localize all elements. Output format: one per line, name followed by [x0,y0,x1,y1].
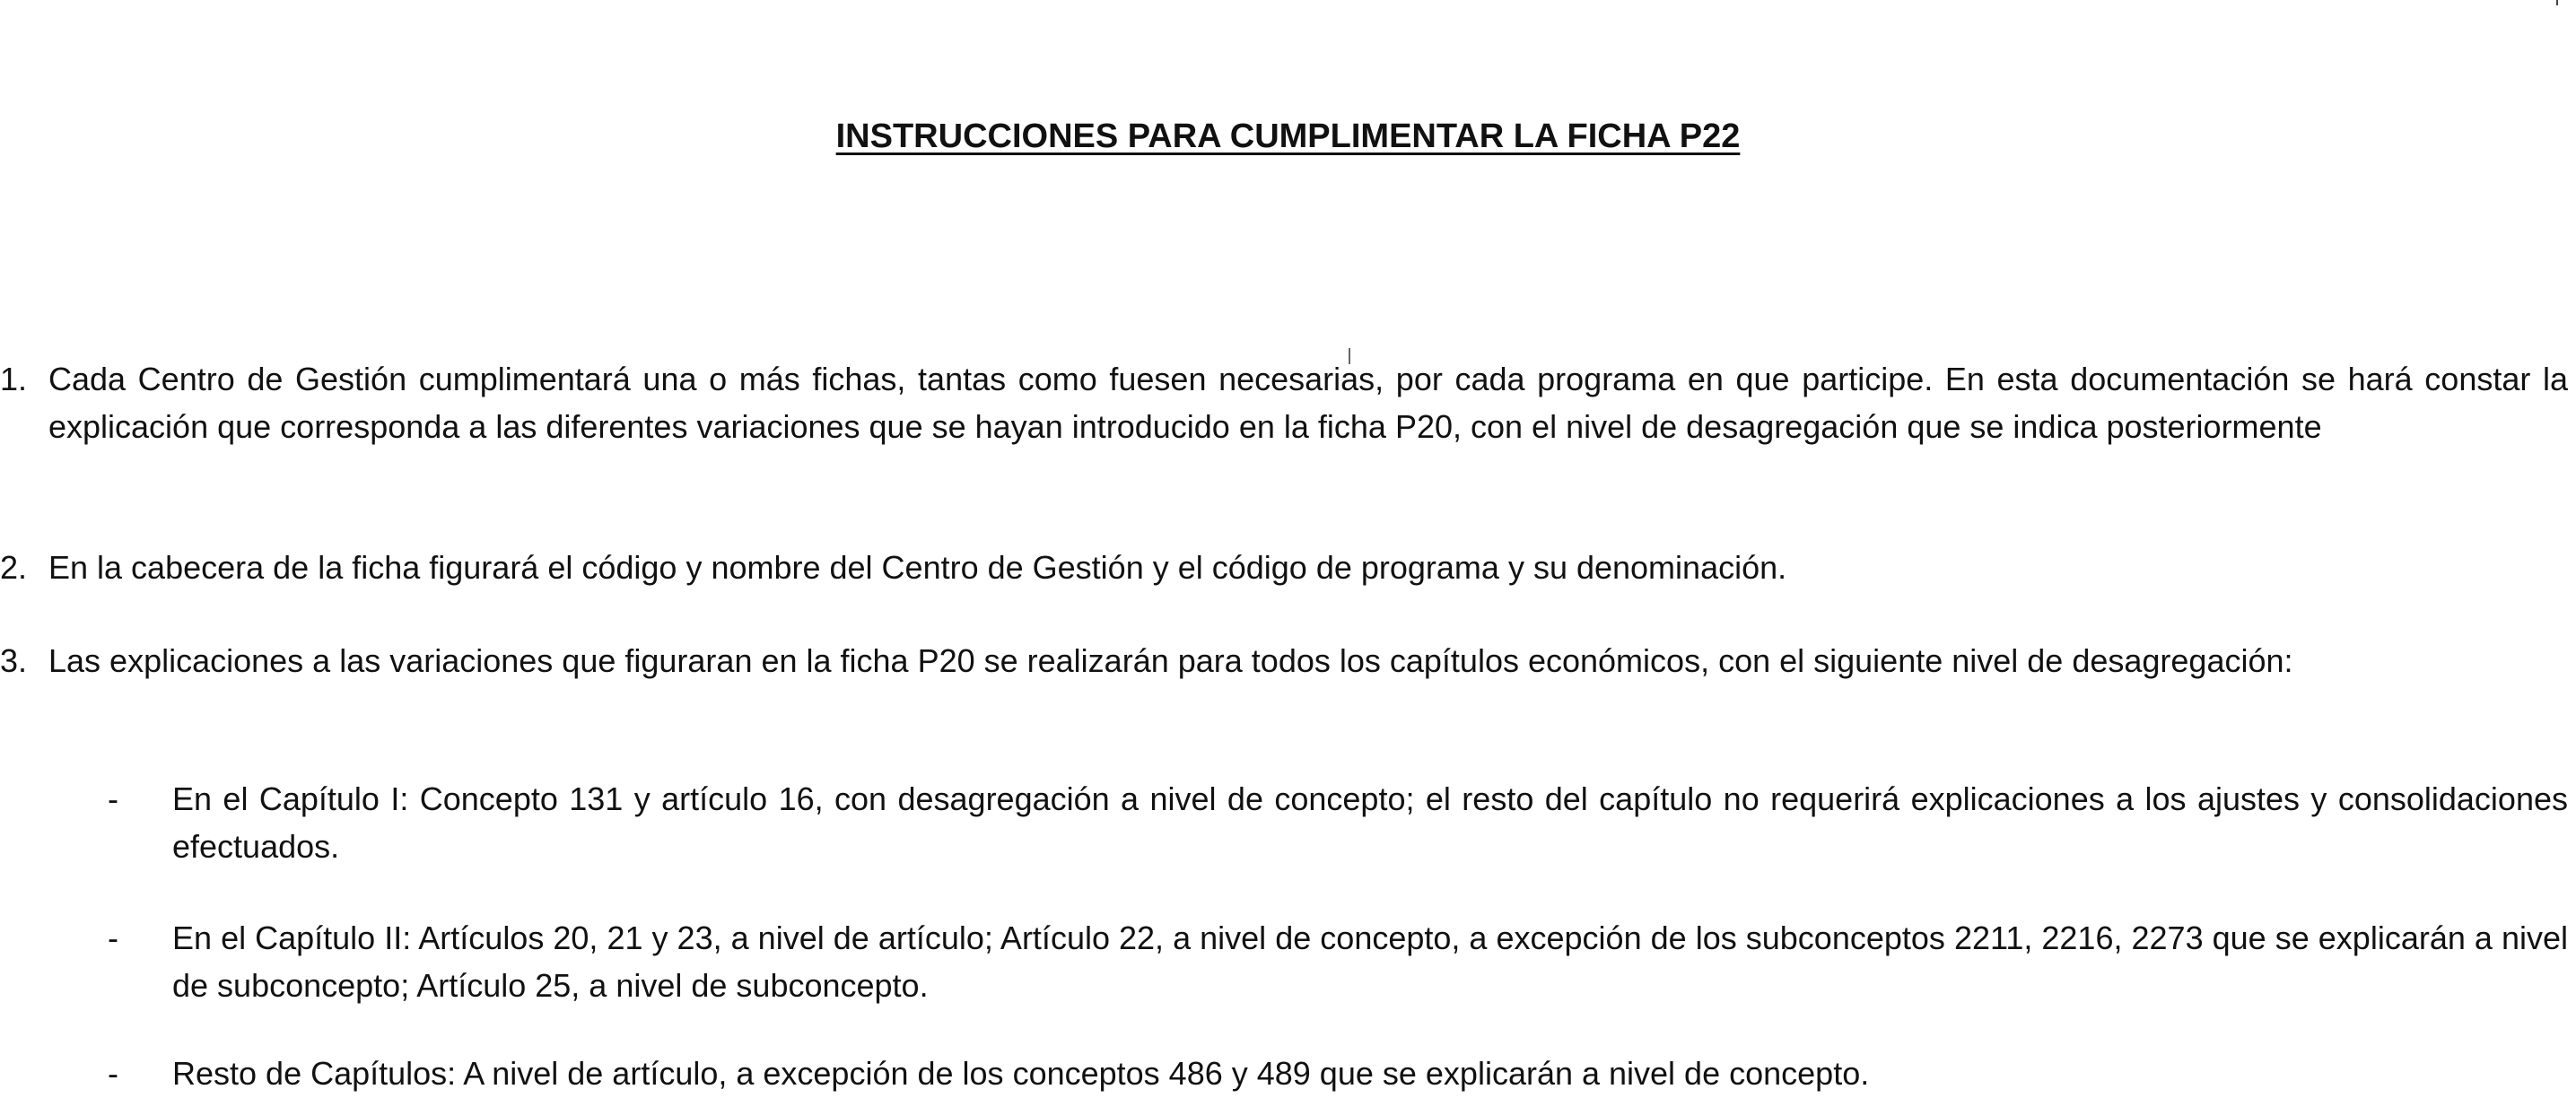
subitem-marker: - [108,1055,118,1092]
subitem-text: Resto de Capítulos: A nivel de artículo, a excepción de los conceptos 486 y 489 que se explicarán a nivel de concepto. [172,1055,1870,1092]
instruction-item-2 [0,544,2568,591]
item-number: 1. [0,361,28,397]
item-text: Las explicaciones a las variaciones que figuraran en la ficha P20 se realizarán para todos los capítulos económicos, con el siguiente nivel de desagregación: [48,642,2293,679]
subitem-marker: - [108,919,118,956]
item-number: 2. [0,549,28,586]
item-number: 3. [0,642,28,679]
instruction-subitem-3 [108,1050,2568,1097]
instruction-subitem-2 [108,914,2568,1009]
instruction-item-3 [0,637,2568,684]
instruction-subitem-1 [108,775,2568,870]
item-text: En la cabecera de la ficha figurará el código y nombre del Centro de Gestión y el código de programa y su denominación. [48,549,1787,586]
subitem-text: En el Capítulo I: Concepto 131 y artículo 16, con desagregación a nivel de concepto; el resto del capítulo no requerirá explicaciones a los ajustes y consolidaciones efectuados. [172,780,2568,865]
subitem-text: En el Capítulo II: Artículos 20, 21 y 23, a nivel de artículo; Artículo 22, a nivel de concepto, a excepción de los subconceptos 2211, 2216, 2273 que se explicarán a nivel de subconcepto; Artículo 25, a nivel de subconcepto. [172,919,2568,1004]
instruction-item-1 [0,355,2568,450]
item-text: Cada Centro de Gestión cumplimentará una o más fichas, tantas como fuesen necesarias, por cada programa en que participe. En esta documentación se hará constar la explicación que corresponda a las diferentes variaciones que se hayan introducido en la ficha P20, con el nivel de desagregación que se indica posteriormente [48,361,2568,445]
subitem-marker: - [108,780,118,817]
scan-artifact [2556,0,2558,5]
document-title: INSTRUCCIONES PARA CUMPLIMENTAR LA FICHA P22 [835,118,1741,155]
